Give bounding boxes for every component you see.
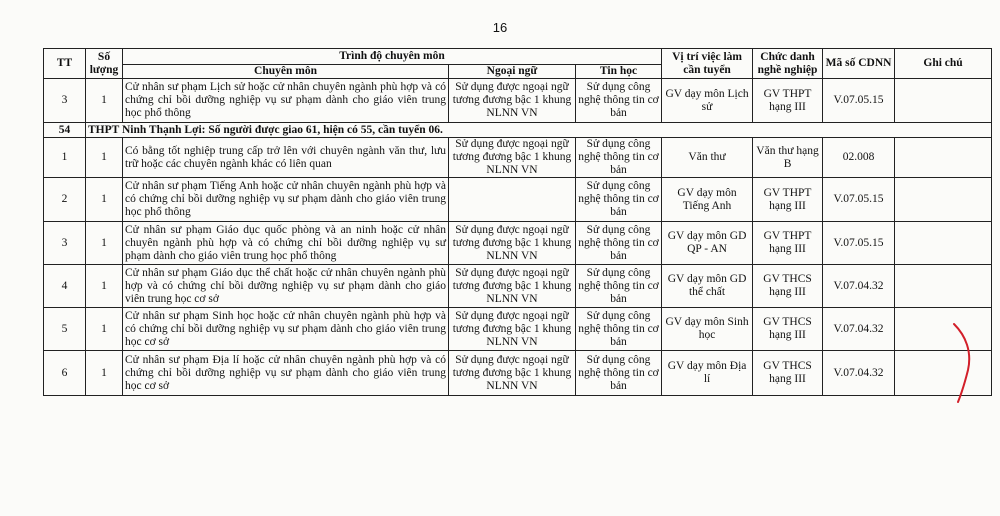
header-trinh-do: Trình độ chuyên môn [123, 49, 662, 65]
recruitment-table [43, 48, 992, 396]
cell-vi-tri: GV dạy môn GD thể chất [662, 265, 753, 308]
cell-chuc-danh: GV THPT hạng III [753, 79, 823, 123]
cell-so-luong: 1 [86, 351, 123, 396]
cell-chuc-danh: GV THCS hạng III [753, 351, 823, 396]
cell-ma-so: V.07.04.32 [823, 265, 895, 308]
cell-so-luong: 1 [86, 222, 123, 265]
cell-chuyen-mon: Cử nhân sư phạm Tiếng Anh hoặc cử nhân chuyên ngành phù hợp và có chứng chỉ bồi dưỡng nghiệp vụ sư phạm dành cho giáo viên trung học phổ thông [123, 178, 449, 222]
cell-ngoai-ngu: Sử dụng được ngoại ngữ tương đương bậc 1 khung NLNN VN [449, 265, 576, 308]
header-tt: TT [44, 49, 86, 79]
cell-vi-tri: GV dạy môn Lịch sử [662, 79, 753, 123]
cell-vi-tri: GV dạy môn GD QP - AN [662, 222, 753, 265]
cell-tt: 2 [44, 178, 86, 222]
cell-tin-hoc: Sử dụng công nghệ thông tin cơ bản [576, 222, 662, 265]
cell-ma-so: V.07.04.32 [823, 308, 895, 351]
table-row [44, 79, 992, 123]
page-number: 16 [492, 20, 508, 35]
header-chuc-danh: Chức danh nghề nghiệp [753, 49, 823, 79]
cell-chuc-danh: GV THCS hạng III [753, 308, 823, 351]
cell-so-luong: 1 [86, 178, 123, 222]
header-chuyen-mon: Chuyên môn [123, 65, 449, 79]
cell-ngoai-ngu: Sử dụng được ngoại ngữ tương đương bậc 1 khung NLNN VN [449, 351, 576, 396]
cell-chuyen-mon: Cử nhân sư phạm Giáo dục quốc phòng và an ninh hoặc cử nhân chuyên ngành phù hợp và có chứng chỉ bồi dưỡng nghiệp vụ sư phạm dành cho giáo viên trung học phổ thông [123, 222, 449, 265]
header-vi-tri: Vị trí việc làm cần tuyển [662, 49, 753, 79]
cell-ma-so: V.07.05.15 [823, 178, 895, 222]
cell-vi-tri: GV dạy môn Tiếng Anh [662, 178, 753, 222]
cell-tin-hoc: Sử dụng công nghệ thông tin cơ bản [576, 351, 662, 396]
cell-tin-hoc: Sử dụng công nghệ thông tin cơ bản [576, 308, 662, 351]
cell-chuc-danh: GV THPT hạng III [753, 178, 823, 222]
cell-so-luong: 1 [86, 79, 123, 123]
cell-tin-hoc: Sử dụng công nghệ thông tin cơ bản [576, 79, 662, 123]
header-tin-hoc: Tin học [576, 65, 662, 79]
header-ngoai-ngu: Ngoại ngữ [449, 65, 576, 79]
table-row [44, 222, 992, 265]
red-pen-mark [952, 322, 976, 404]
cell-so-luong: 1 [86, 308, 123, 351]
header-ma-so: Mã số CDNN [823, 49, 895, 79]
cell-chuyen-mon: Cử nhân sư phạm Lịch sử hoặc cử nhân chuyên ngành phù hợp và có chứng chỉ bồi dưỡng nghiệp vụ sư phạm dành cho giáo viên trung học phổ thông [123, 79, 449, 123]
cell-ma-so: 02.008 [823, 138, 895, 178]
cell-tin-hoc: Sử dụng công nghệ thông tin cơ bản [576, 178, 662, 222]
cell-tt: 5 [44, 308, 86, 351]
cell-tin-hoc: Sử dụng công nghệ thông tin cơ bản [576, 265, 662, 308]
cell-tt: 3 [44, 79, 86, 123]
table-row [44, 265, 992, 308]
cell-ghi-chu [895, 79, 992, 123]
cell-so-luong: 1 [86, 265, 123, 308]
cell-chuc-danh: Văn thư hạng B [753, 138, 823, 178]
cell-ngoai-ngu [449, 178, 576, 222]
cell-ghi-chu [895, 351, 992, 396]
cell-tt: 4 [44, 265, 86, 308]
cell-tt: 3 [44, 222, 86, 265]
cell-ghi-chu [895, 138, 992, 178]
cell-tin-hoc: Sử dụng công nghệ thông tin cơ bản [576, 138, 662, 178]
cell-ghi-chu [895, 265, 992, 308]
header-so-luong: Số lượng [86, 49, 123, 79]
section-row [44, 123, 992, 138]
section-number: 54 [44, 123, 86, 138]
section-title: THPT Ninh Thạnh Lợi: Số người được giao 61, hiện có 55, cần tuyển 06. [86, 123, 992, 138]
cell-vi-tri: GV dạy môn Sinh học [662, 308, 753, 351]
cell-ngoai-ngu: Sử dụng được ngoại ngữ tương đương bậc 1 khung NLNN VN [449, 79, 576, 123]
table-row [44, 138, 992, 178]
table-row [44, 351, 992, 396]
cell-ngoai-ngu: Sử dụng được ngoại ngữ tương đương bậc 1 khung NLNN VN [449, 138, 576, 178]
cell-chuyen-mon: Cử nhân sư phạm Địa lí hoặc cử nhân chuyên ngành phù hợp và có chứng chỉ bồi dưỡng nghiệp vụ sư phạm dành cho giáo viên trung học cơ sở [123, 351, 449, 396]
table-row [44, 308, 992, 351]
cell-chuyen-mon: Cử nhân sư phạm Sinh học hoặc cử nhân chuyên ngành phù hợp và có chứng chỉ bồi dưỡng nghiệp vụ sư phạm dành cho giáo viên trung học cơ sở [123, 308, 449, 351]
cell-chuc-danh: GV THPT hạng III [753, 222, 823, 265]
cell-ma-so: V.07.05.15 [823, 222, 895, 265]
cell-chuc-danh: GV THCS hạng III [753, 265, 823, 308]
cell-ma-so: V.07.04.32 [823, 351, 895, 396]
cell-chuyen-mon: Có bằng tốt nghiệp trung cấp trở lên với chuyên ngành văn thư, lưu trữ hoặc các chuyên ngành khác có liên quan [123, 138, 449, 178]
cell-ghi-chu [895, 308, 992, 351]
cell-vi-tri: GV dạy môn Địa lí [662, 351, 753, 396]
cell-ghi-chu [895, 178, 992, 222]
cell-ghi-chu [895, 222, 992, 265]
cell-chuyen-mon: Cử nhân sư phạm Giáo dục thể chất hoặc cử nhân chuyên ngành phù hợp và có chứng chỉ bồi dưỡng nghiệp vụ sư phạm dành cho giáo viên trung học cơ sở [123, 265, 449, 308]
table-row [44, 178, 992, 222]
cell-tt: 1 [44, 138, 86, 178]
cell-vi-tri: Văn thư [662, 138, 753, 178]
cell-tt: 6 [44, 351, 86, 396]
cell-ngoai-ngu: Sử dụng được ngoại ngữ tương đương bậc 1 khung NLNN VN [449, 222, 576, 265]
cell-so-luong: 1 [86, 138, 123, 178]
cell-ma-so: V.07.05.15 [823, 79, 895, 123]
header-ghi-chu: Ghi chú [895, 49, 992, 79]
cell-ngoai-ngu: Sử dụng được ngoại ngữ tương đương bậc 1 khung NLNN VN [449, 308, 576, 351]
